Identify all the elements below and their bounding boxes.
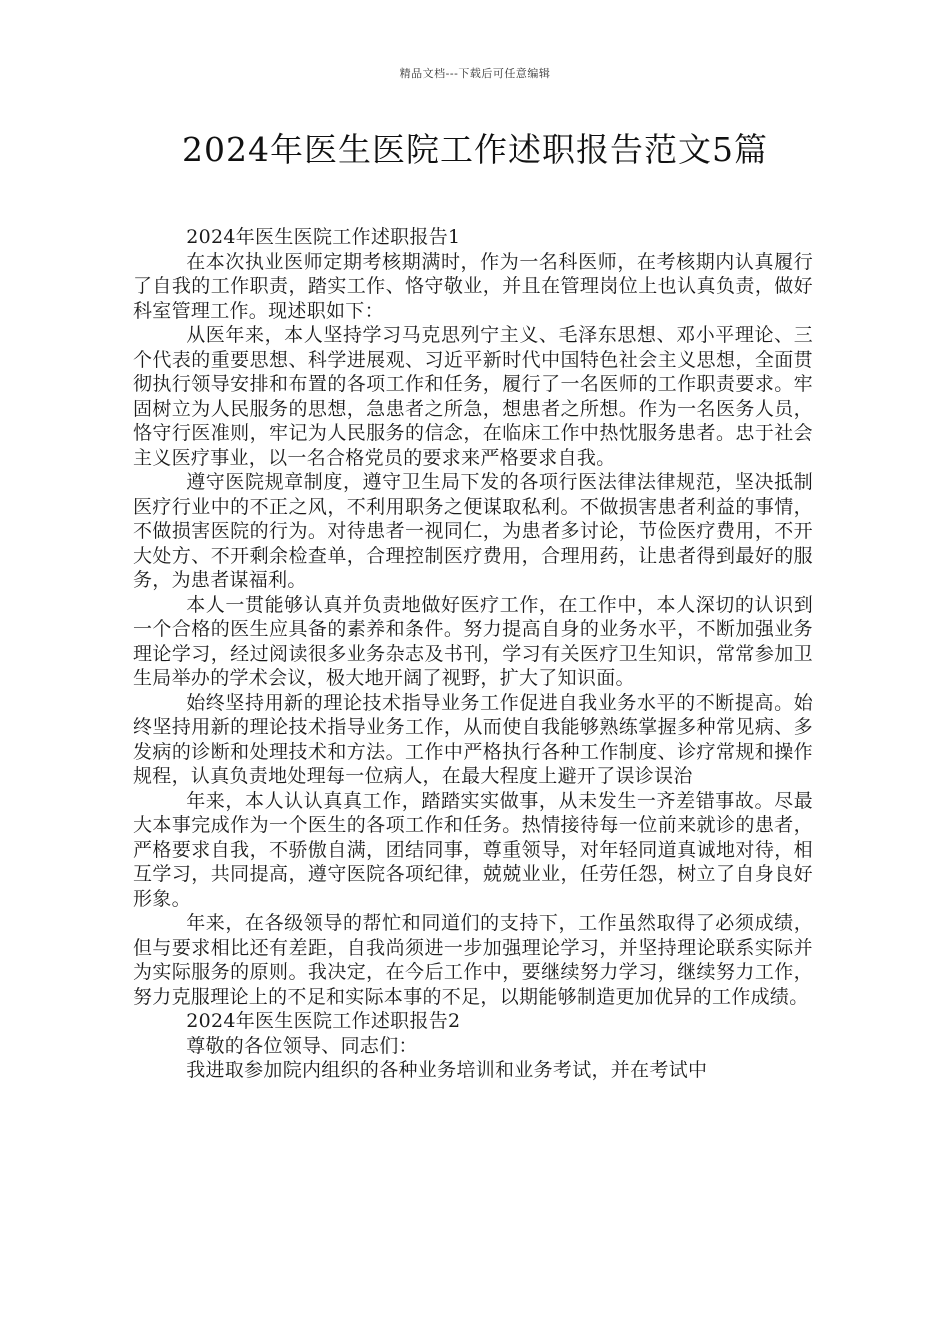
paragraph: 始终坚持用新的理论技术指导业务工作促进自我业务水平的不断提高。始终坚持用新的理论技术指导业务工作，从而使自我能够熟练掌握多种常见病、多发病的诊断和处理技术和方法。工作中严格执行各种工作制度、诊疗常规和操作规程，认真负责地处理每一位病人，在最大程度上避开了误诊误治 [133,691,813,787]
salutation: 尊敬的各位领导、同志们： [186,1034,418,1057]
header-note: 精品文档---下载后可任意编辑 [399,67,551,80]
paragraph: 我进取参加院内组织的各种业务培训和业务考试，并在考试中 [186,1059,708,1081]
paragraph: 年来，本人认认真真工作，踏踏实实做事，从未发生一齐差错事故。尽最大本事完成作为一个医生的各项工作和任务。热情接待每一位前来就诊的患者，严格要求自我，不骄傲自满，团结同事，尊重领导，对年轻同道真诚地对待，相互学习，共同提高，遵守医院各项纪律，兢兢业业，任劳任怨，树立了自身良好形象。 [133,789,813,910]
section-heading-2: 2024年医生医院工作述职报告2 [186,1010,461,1032]
document-body [133,225,813,1083]
document-title: 2024年医生医院工作述职报告范文5篇 [182,130,768,169]
section-heading-1: 2024年医生医院工作述职报告1 [186,226,461,248]
paragraph: 在本次执业医师定期考核期满时，作为一名科医师，在考核期内认真履行了自我的工作职责，踏实工作、恪守敬业，并且在管理岗位上也认真负责，做好科室管理工作。现述职如下： [133,250,813,322]
paragraph: 年来，在各级领导的帮忙和同道们的支持下，工作虽然取得了必须成绩，但与要求相比还有差距，自我尚须进一步加强理论学习，并坚持理论联系实际并为实际服务的原则。我决定，在今后工作中，要继续努力学习，继续努力工作，努力克服理论上的不足和实际本事的不足，以期能够制造更加优异的工作成绩。 [133,912,813,1008]
paragraph: 从医年来，本人坚持学习马克思列宁主义、毛泽东思想、邓小平理论、三个代表的重要思想、科学进展观、习近平新时代中国特色社会主义思想，全面贯彻执行领导安排和布置的各项工作和任务，履行了一名医师的工作职责要求。牢固树立为人民服务的思想，急患者之所急，想患者之所想。作为一名医务人员，恪守行医准则，牢记为人民服务的信念，在临床工作中热忱服务患者。忠于社会主义医疗事业，以一名合格党员的要求来严格要求自我。 [133,324,813,469]
paragraph: 遵守医院规章制度，遵守卫生局下发的各项行医法律法律规范，坚决抵制医疗行业中的不正之风，不利用职务之便谋取私利。不做损害患者利益的事情，不做损害医院的行为。对待患者一视同仁，为患者多讨论，节俭医疗费用，不开大处方、不开剩余检查单，合理控制医疗费用，合理用药，让患者得到最好的服务，为患者谋福利。 [133,471,813,591]
paragraph: 本人一贯能够认真并负责地做好医疗工作，在工作中，本人深切的认识到一个合格的医生应具备的素养和条件。努力提高自身的业务水平，不断加强业务理论学习，经过阅读很多业务杂志及书刊，学习有关医疗卫生知识，常常参加卫生局举办的学术会议，极大地开阔了视野，扩大了知识面。 [133,593,813,689]
